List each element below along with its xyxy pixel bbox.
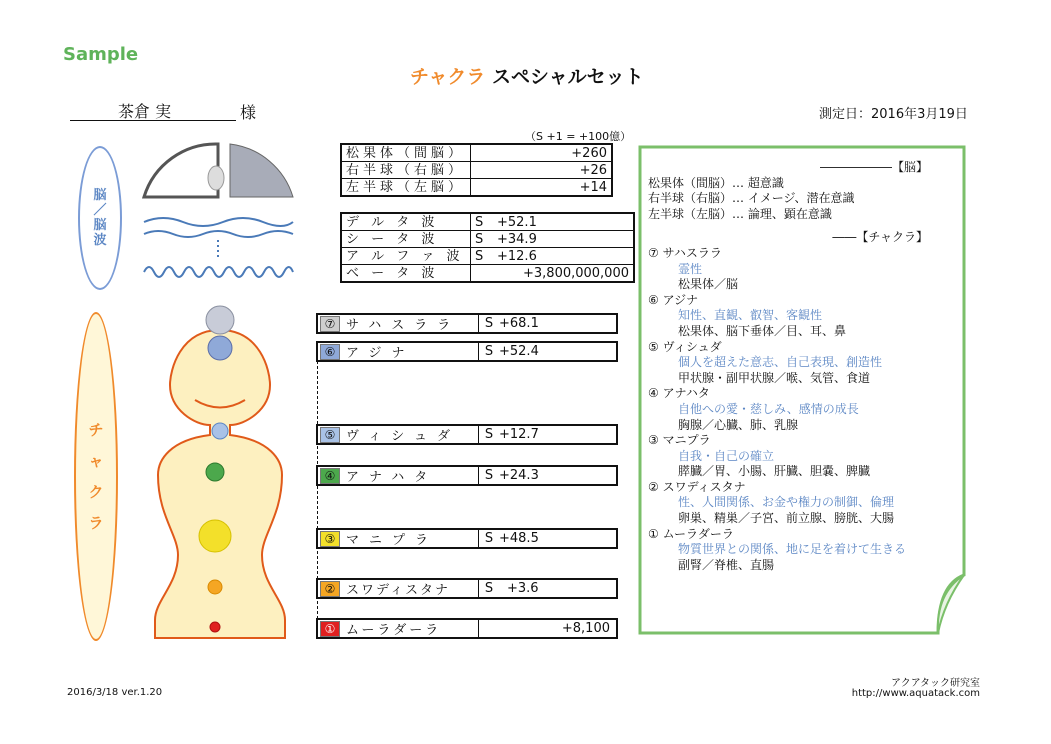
brain-label bbox=[78, 146, 122, 290]
wave-label-cell: シ ー タ 波 bbox=[341, 231, 471, 248]
chakra-entry-title: ⑤ ヴィシュダ bbox=[648, 339, 722, 354]
throat-chakra-dot bbox=[212, 423, 228, 439]
chakra-entry-meaning: 自我・自己の確立 bbox=[678, 448, 775, 463]
chakra-entry-meaning: 自他への愛・慈しみ、感情の成長 bbox=[678, 401, 859, 416]
heart-chakra-dot bbox=[206, 463, 224, 481]
wave-s-cell bbox=[471, 265, 494, 283]
brain-table bbox=[340, 143, 613, 197]
left-hemisphere-shape bbox=[144, 144, 218, 197]
chakra-value: +8,100 bbox=[561, 621, 610, 636]
chakra-entry-meaning: 霊性 bbox=[678, 261, 703, 276]
chakra-s: S bbox=[484, 468, 494, 483]
chakra-entry-organs: 卵巣、精巣／子宮、前立腺、膀胱、大腸 bbox=[678, 511, 895, 526]
root-chakra-dot bbox=[210, 622, 220, 632]
table-row bbox=[341, 248, 634, 265]
chakra-number: ⑤ bbox=[320, 427, 340, 443]
table-row bbox=[341, 144, 612, 162]
brow-chakra-dot bbox=[208, 336, 232, 360]
table-row bbox=[341, 213, 634, 231]
delta-wave-shape bbox=[144, 218, 293, 226]
chakra-number: ③ bbox=[320, 531, 340, 547]
chakra-entry-organs: 松果体／脳 bbox=[678, 277, 739, 292]
wave-s-cell: S bbox=[471, 248, 494, 265]
chakra-entry-title: ④ アナハタ bbox=[648, 386, 710, 401]
chakra-name: アジナ bbox=[346, 346, 415, 361]
notes-panel bbox=[648, 160, 928, 573]
wave-value-cell: +12.6 bbox=[493, 248, 634, 265]
chakra-label-char: ャ bbox=[88, 451, 104, 470]
chakra-s: S bbox=[484, 427, 494, 442]
brain-label-char: 脳 bbox=[93, 218, 107, 233]
divider bbox=[478, 620, 479, 637]
title-part2: スペシャルセット bbox=[485, 66, 644, 88]
chakra-name: ヴィシュダ bbox=[346, 429, 460, 444]
chakra-label-char: ラ bbox=[88, 513, 104, 532]
honorific: 様 bbox=[240, 103, 257, 122]
beta-wave-shape bbox=[144, 267, 293, 277]
chakra-entry-organs: 副腎／脊椎、直腸 bbox=[678, 557, 775, 572]
brain-value-cell: +14 bbox=[471, 179, 613, 197]
page-title bbox=[410, 62, 644, 89]
chakra-value: +24.3 bbox=[499, 468, 539, 483]
chakra-entry-organs: 松果体、脳下垂体／目、耳、鼻 bbox=[678, 323, 847, 338]
chakra-row bbox=[316, 528, 618, 549]
chakra-number: ① bbox=[320, 621, 340, 637]
chakra-entry-meaning: 物質世界との関係、地に足を着けて生きる bbox=[678, 542, 907, 557]
chakra-name: サハスララ bbox=[346, 318, 461, 333]
chakra-value: +12.7 bbox=[499, 427, 539, 442]
chakra-number: ⑦ bbox=[320, 316, 340, 332]
chakra-label-char: チ bbox=[88, 420, 104, 439]
unit-note: （S +1 = +100億） bbox=[525, 130, 632, 143]
version-label: 2016/3/18 ver.1.20 bbox=[67, 687, 163, 698]
chakra-name: アナハタ bbox=[346, 470, 438, 485]
title-part1: チャクラ bbox=[410, 66, 486, 88]
wave-value-cell: +52.1 bbox=[493, 213, 634, 231]
table-row bbox=[341, 231, 634, 248]
brain-label-char: 脳 bbox=[93, 188, 107, 203]
chakra-entry-title: ⑦ サハスララ bbox=[648, 245, 722, 260]
chakra-s: S bbox=[484, 531, 494, 546]
chakra-entry-meaning: 知性、直観、叡智、客観性 bbox=[678, 308, 823, 323]
brain-illustration bbox=[138, 142, 298, 282]
chakra-row bbox=[316, 465, 618, 486]
measure-date: 測定日：2016年3月19日 bbox=[819, 107, 968, 122]
chakra-row bbox=[316, 313, 618, 334]
pineal-shape bbox=[208, 166, 224, 190]
chakra-entry-title: ③ マニプラ bbox=[648, 433, 711, 448]
chakra-s: S bbox=[484, 581, 494, 596]
chakra-entry-organs: 甲状腺・副甲状腺／喉、気管、食道 bbox=[678, 370, 871, 385]
brain-label-cell: 松果体（間脳） bbox=[341, 144, 471, 162]
chakra-label-char: ク bbox=[88, 482, 104, 501]
chakra-row bbox=[316, 424, 618, 445]
chakra-s: S bbox=[484, 344, 494, 359]
wave-label-cell: ア ル フ ァ 波 bbox=[341, 248, 471, 265]
sample-watermark: Sample bbox=[63, 44, 139, 65]
chakra-entry-organs: 膵臓／胃、小腸、肝臓、胆嚢、脾臓 bbox=[678, 464, 871, 479]
wave-s-cell: S bbox=[471, 213, 494, 231]
chakra-s: S bbox=[484, 316, 494, 331]
brain-label-char: 波 bbox=[93, 233, 107, 248]
sacral-chakra-dot bbox=[208, 580, 222, 594]
chakra-value: +68.1 bbox=[499, 316, 539, 331]
customer-name: 茶倉 実 bbox=[118, 102, 172, 121]
chakra-number: ⑥ bbox=[320, 344, 340, 360]
wave-s-cell: S bbox=[471, 231, 494, 248]
theta-wave-shape bbox=[144, 231, 293, 237]
wave-label-cell: ベ ー タ 波 bbox=[341, 265, 471, 283]
brain-label-char: ／ bbox=[93, 203, 107, 218]
chakra-number: ④ bbox=[320, 468, 340, 484]
brain-header: ――――――【脳】 bbox=[819, 160, 928, 174]
brain-note-line: 右半球（右脳）… イメージ、潜在意識 bbox=[648, 191, 855, 206]
wave-table bbox=[340, 212, 635, 283]
table-row bbox=[341, 265, 634, 283]
brain-value-cell: +260 bbox=[471, 144, 613, 162]
name-underline bbox=[70, 120, 236, 121]
chakra-label bbox=[74, 312, 118, 641]
table-row bbox=[341, 179, 612, 197]
chakra-row bbox=[316, 618, 618, 639]
right-hemisphere-shape bbox=[230, 144, 293, 197]
brain-label-cell: 左半球（左脳） bbox=[341, 179, 471, 197]
wave-label-cell: デ ル タ 波 bbox=[341, 213, 471, 231]
chakra-value: +3.6 bbox=[507, 581, 539, 596]
body-illustration bbox=[150, 300, 290, 640]
chakra-name: ムーラダーラ bbox=[346, 623, 442, 638]
solar-chakra-dot bbox=[199, 520, 231, 552]
wave-value-cell: +34.9 bbox=[493, 231, 634, 248]
chakra-name: スワディスタナ bbox=[346, 583, 450, 598]
chakra-row bbox=[316, 578, 618, 599]
chakra-value: +48.5 bbox=[499, 531, 539, 546]
chakra-entry-organs: 胸腺／心臓、肺、乳腺 bbox=[678, 417, 799, 432]
brain-note-line: 松果体（間脳）… 超意識 bbox=[648, 175, 784, 190]
lab-name: アクアタック研究室 bbox=[891, 678, 980, 689]
table-row bbox=[341, 162, 612, 179]
chakra-entry-meaning: 個人を超えた意志、自己表現、創造性 bbox=[678, 355, 883, 370]
chakra-value: +52.4 bbox=[499, 344, 539, 359]
chakra-entry-title: ① ムーラダーラ bbox=[648, 526, 734, 541]
chakra-header: ――【チャクラ】 bbox=[832, 230, 928, 245]
chakra-row bbox=[316, 341, 618, 362]
chakra-number: ② bbox=[320, 581, 340, 597]
chakra-entry-title: ② スワディスタナ bbox=[648, 479, 746, 494]
chakra-entry-title: ⑥ アジナ bbox=[648, 292, 699, 307]
chakra-name: マニプラ bbox=[346, 533, 439, 548]
website-link[interactable]: http://www.aquatack.com bbox=[851, 688, 980, 699]
chakra-entry-meaning: 性、人間関係、お金や権力の制御、倫理 bbox=[678, 495, 895, 510]
brain-note-line: 左半球（左脳）… 論理、顕在意識 bbox=[648, 206, 832, 221]
brain-value-cell: +26 bbox=[471, 162, 613, 179]
wave-value-cell: +3,800,000,000 bbox=[493, 265, 634, 283]
crown-chakra-dot bbox=[206, 306, 234, 334]
brain-label-cell: 右半球（右脳） bbox=[341, 162, 471, 179]
